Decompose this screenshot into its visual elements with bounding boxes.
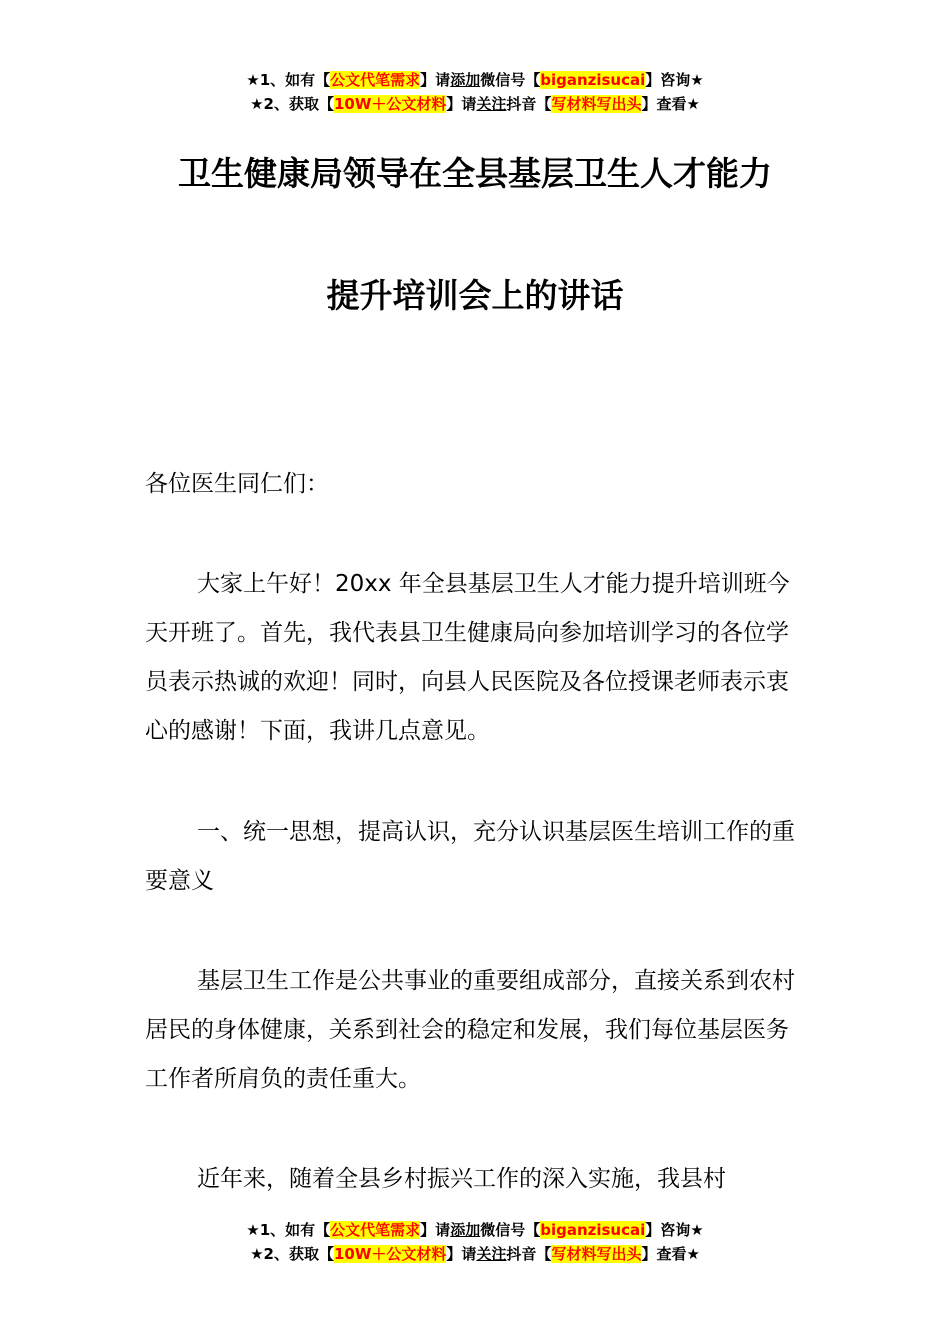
notice-text: 微信号【 [480, 71, 541, 89]
notice-text: 抖音【 [506, 95, 552, 113]
notice-text: ★1、如有【 [246, 1221, 331, 1239]
wechat-id-highlight: biganzisucai [540, 1221, 646, 1239]
paragraph-2: 基层卫生工作是公共事业的重要组成部分，直接关系到农村居民的身体健康，关系到社会的稳定和发展，我们每位基层医务工作者所肩负的责任重大。 [145, 968, 795, 1092]
douyin-id-highlight: 写材料写出头 [551, 1245, 642, 1263]
notice-line-2 [0, 1242, 950, 1266]
notice-highlight: 10W＋公文材料 [333, 95, 447, 113]
notice-text: 】请 [420, 71, 451, 89]
notice-emphasis: 关注 [476, 95, 507, 113]
notice-highlight: 10W＋公文材料 [333, 1245, 447, 1263]
notice-emphasis: 添加 [450, 1221, 481, 1239]
notice-text: 】请 [446, 95, 477, 113]
notice-text: ★1、如有【 [246, 71, 331, 89]
notice-emphasis: 添加 [450, 71, 481, 89]
section-heading-1: 一、统一思想，提高认识，充分认识基层医生培训工作的重要意义 [145, 819, 795, 894]
notice-highlight: 公文代笔需求 [330, 71, 421, 89]
notice-text: 抖音【 [506, 1245, 552, 1263]
footer-notice [0, 1218, 950, 1266]
notice-emphasis: 关注 [476, 1245, 507, 1263]
notice-text: 】请 [420, 1221, 451, 1239]
header-notice [0, 68, 950, 116]
notice-text: ★2、获取【 [250, 95, 334, 113]
document-title-line-2: 提升培训会上的讲话 [326, 276, 624, 315]
paragraph-1: 大家上午好！20xx 年全县基层卫生人才能力提升培训班今天开班了。首先，我代表县卫生健康局向参加培训学习的各位学员表示热诚的欢迎！同时，向县人民医院及各位授课老师表示衷心的感谢！下面，我讲几点意见。 [145, 571, 790, 744]
notice-text: 】咨询★ [645, 1221, 704, 1239]
notice-text: 微信号【 [480, 1221, 541, 1239]
paragraph-3: 近年来，随着全县乡村振兴工作的深入实施，我县村 [197, 1166, 726, 1192]
notice-text: 】请 [446, 1245, 477, 1263]
salutation: 各位医生同仁们： [145, 471, 329, 497]
notice-line-1 [0, 1218, 950, 1242]
notice-text: ★2、获取【 [250, 1245, 334, 1263]
notice-text: 】咨询★ [645, 71, 704, 89]
document-title-line-1: 卫生健康局领导在全县基层卫生人才能力 [178, 154, 772, 193]
notice-text: 】查看★ [641, 95, 700, 113]
wechat-id-highlight: biganzisucai [540, 71, 646, 89]
douyin-id-highlight: 写材料写出头 [551, 95, 642, 113]
notice-highlight: 公文代笔需求 [330, 1221, 421, 1239]
notice-line-2 [0, 92, 950, 116]
notice-text: 】查看★ [641, 1245, 700, 1263]
notice-line-1 [0, 68, 950, 92]
